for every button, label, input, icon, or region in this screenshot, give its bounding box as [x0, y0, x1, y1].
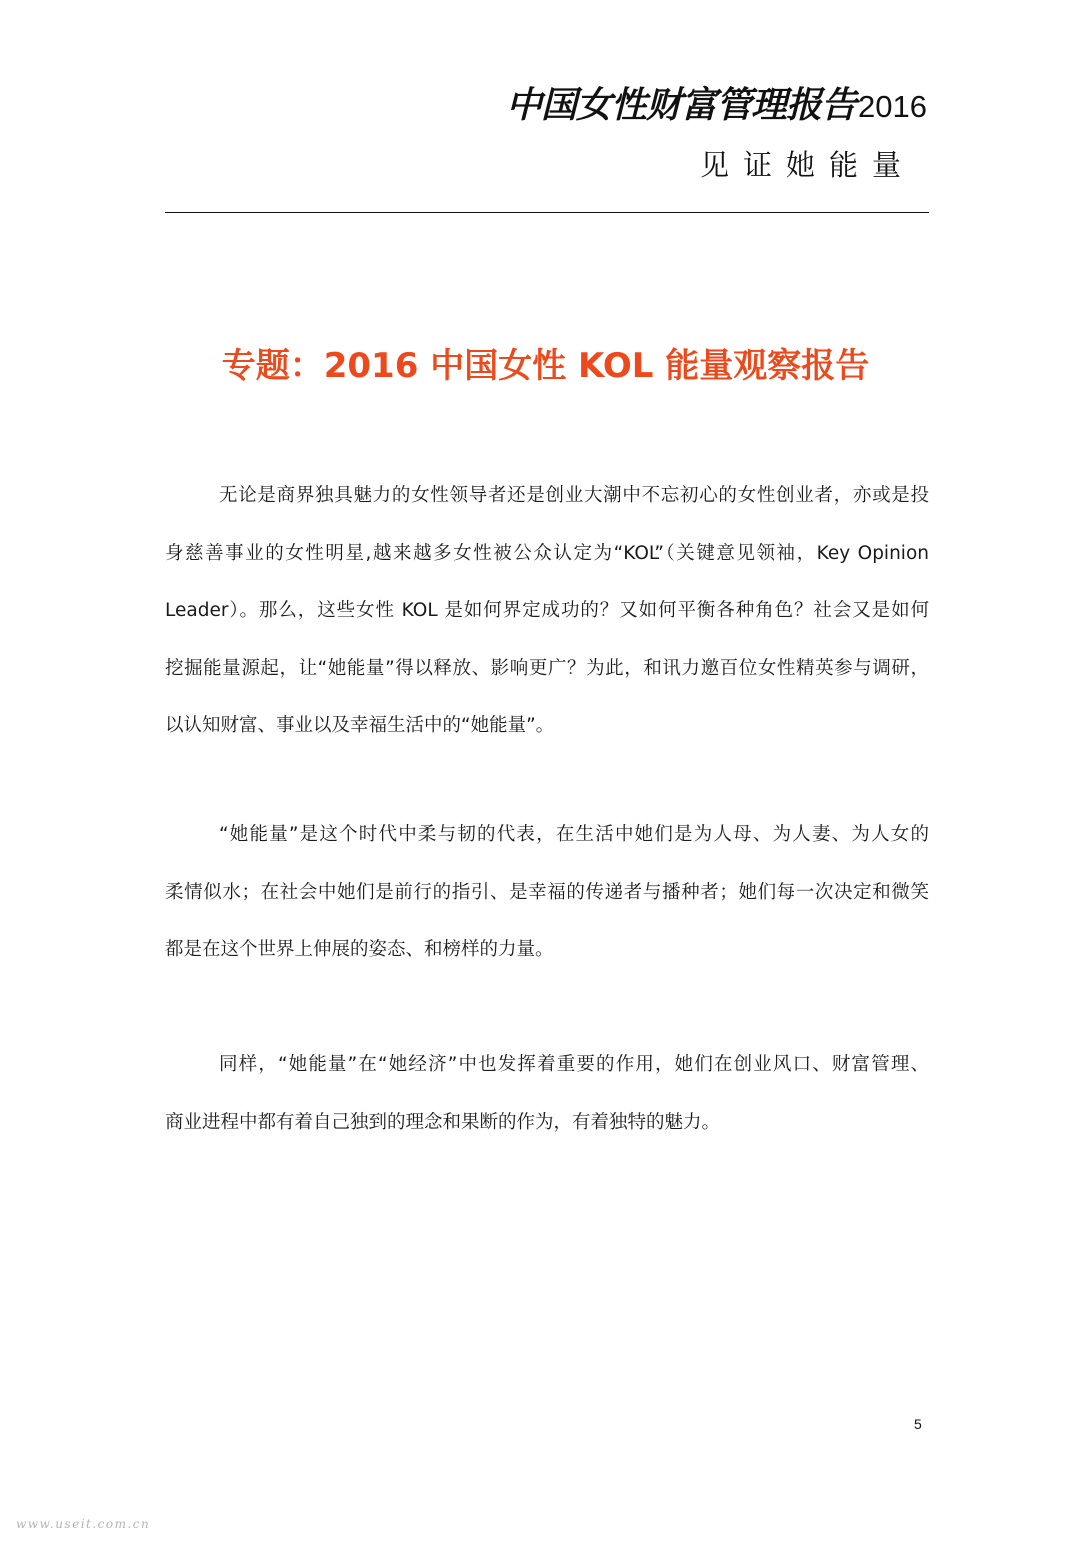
- paragraph-her-economy: [165, 1055, 929, 1170]
- paragraph-her-energy: [165, 825, 929, 998]
- paragraph-line: 同样，“她能量”在“她经济”中也发挥着重要的作用，她们在创业风口、财富管理、: [219, 1054, 929, 1075]
- paragraph-line: 挖掘能量源起，让“她能量”得以释放、影响更广？为此，和讯力邀百位女性精英参与调研，: [165, 657, 929, 679]
- paragraph-line: 以认知财富、事业以及幸福生活中的“她能量”。: [165, 715, 555, 736]
- report-year: 2016: [858, 89, 927, 124]
- paragraph-intro: [165, 486, 929, 774]
- paragraph-line: 身慈善事业的女性明星,越来越多女性被公众认定为“KOL”（关键意见领袖，Key Opinion: [165, 542, 929, 564]
- watermark: www.useit.com.cn: [16, 1517, 151, 1531]
- paragraph-line: 无论是商界独具魅力的女性领导者还是创业大潮中不忘初心的女性创业者，亦或是投: [219, 485, 929, 506]
- paragraph-line: 商业进程中都有着自己独到的理念和果断的作为，有着独特的魅力。: [165, 1111, 721, 1133]
- paragraph-line: 都是在这个世界上伸展的姿态、和榜样的力量。: [165, 939, 554, 960]
- header-divider: [165, 212, 929, 213]
- paragraph-line: 柔情似水；在社会中她们是前行的指引、是幸福的传递者与播种者；她们每一次决定和微笑: [165, 881, 929, 903]
- paragraph-line: Leader）。那么，这些女性 KOL 是如何界定成功的？又如何平衡各种角色？社会又是如何: [165, 600, 929, 621]
- report-title: 中国女性财富管理报告: [506, 85, 857, 126]
- page-header: [165, 78, 929, 214]
- section-heading: 专题：2016 中国女性 KOL 能量观察报告: [221, 346, 870, 386]
- paragraph-line: “她能量”是这个时代中柔与韧的代表，在生活中她们是为人母、为人妻、为人女的: [219, 824, 929, 845]
- report-subtitle: 见证她能量: [699, 148, 915, 182]
- page-number: 5: [914, 1416, 922, 1432]
- report-title-row: [506, 85, 927, 126]
